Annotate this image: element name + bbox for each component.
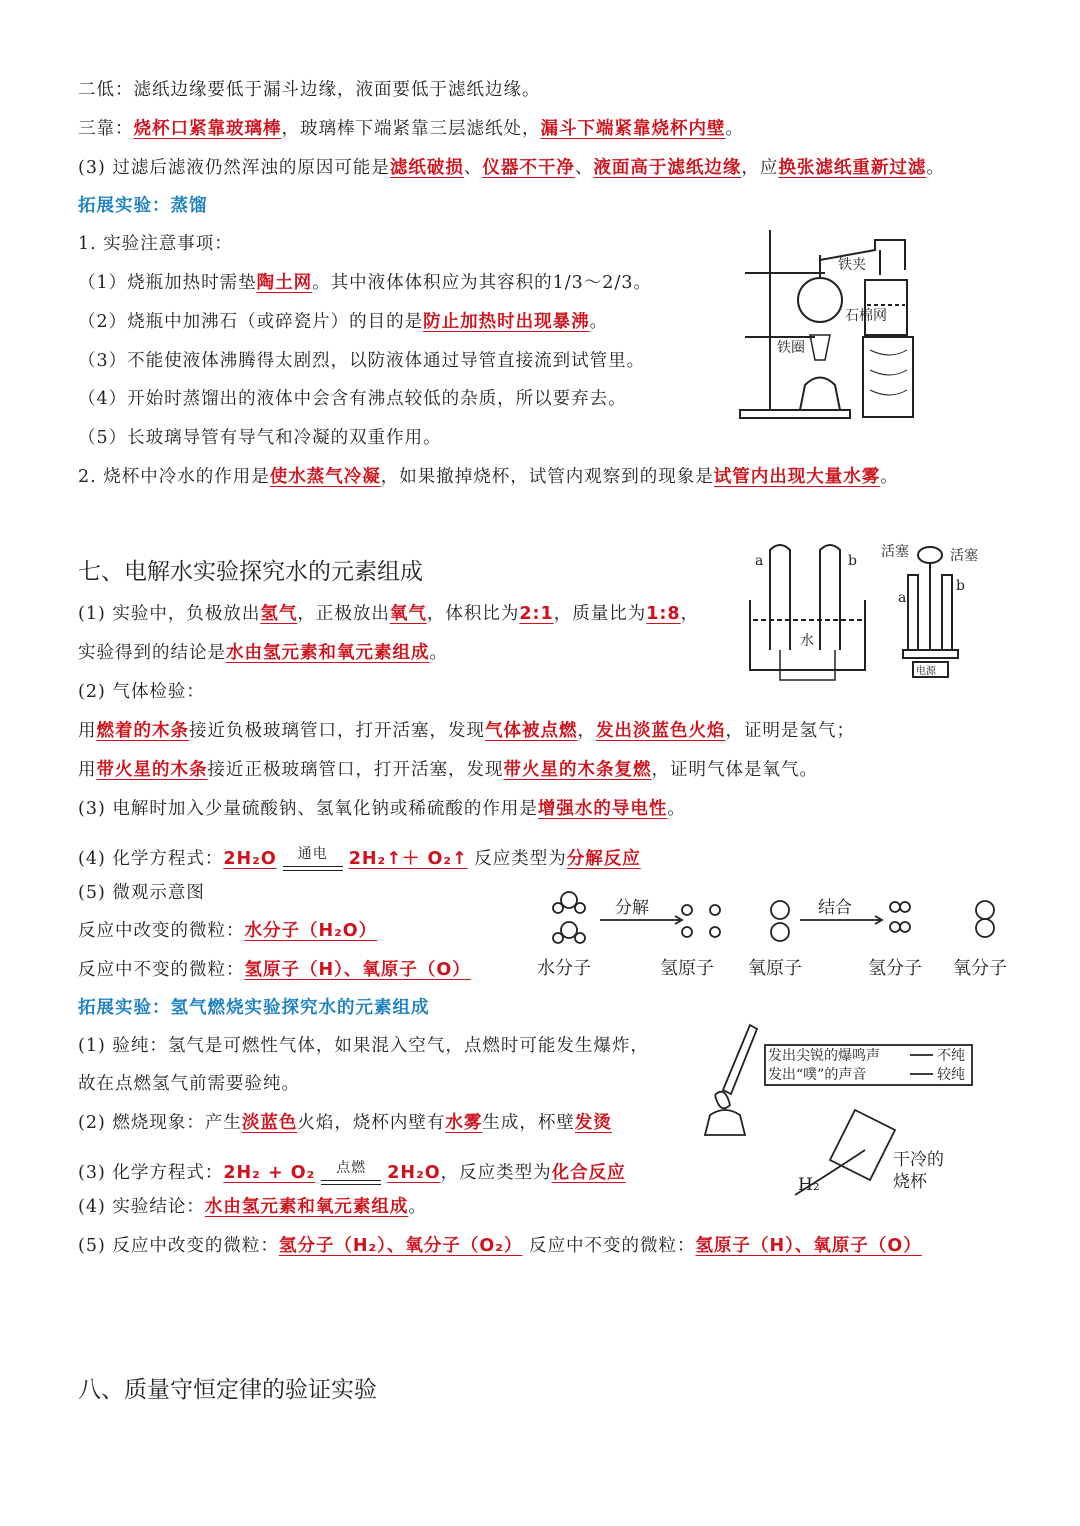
text-line [78,881,205,905]
text-line [78,719,855,743]
text-segment: 。其中液体体积应为其容积的1/3～2/3。 [312,273,652,293]
answer-text: 燃着的木条 [96,721,189,741]
text-line [78,996,430,1020]
text-line [78,426,442,450]
label-pure-result: 较纯 [937,1067,965,1083]
hydrogen-purity-test-diagram [695,1020,985,1205]
micro-schematic-diagram [535,885,1035,985]
text-line [78,797,686,821]
text-line [78,465,899,489]
text-segment: (5) 反应中改变的微粒： [78,1236,279,1256]
text-segment: ，体积比为 [426,604,520,624]
text-segment: 实验得到的结论是 [78,643,226,663]
answer-text: 2H₂↑＋ O₂↑ [348,849,468,869]
text-segment: 1. 实验注意事项： [78,234,233,254]
text-line [78,842,641,871]
answer-text: 2:1 [519,604,554,624]
label-clamp: 铁夹 [838,257,866,273]
text-segment: （3）不能使液体沸腾得太剧烈，以防液体通过导管直接流到试管里。 [78,351,646,371]
answer-text: 氢分子（H₂）、氧分子（O₂） [278,1236,523,1256]
text-segment: (5) 微观示意图 [78,883,205,903]
answer-text: 2H₂O [387,1163,441,1183]
label-h2-molecule: 氢分子 [868,958,922,979]
text-segment: (3) 过滤后滤液仍然浑浊的原因可能是 [78,158,390,178]
text-line [78,310,608,334]
text-line [78,602,699,626]
text-segment: ，玻璃棒下端紧靠三层滤纸处， [281,119,541,139]
answer-text: 仪器不干净 [482,158,575,178]
section-heading-seven: 七、电解水实验探究水的元素组成 [78,559,423,585]
text-segment: 。 [725,119,744,139]
text-line [78,641,448,665]
answer-text: 水雾 [445,1113,483,1133]
answer-text: 化合反应 [551,1163,626,1183]
text-segment: 反应中不变的微粒： [522,1236,696,1256]
text-segment: 生成，杯壁 [482,1113,575,1133]
distillation-apparatus-diagram [735,225,920,425]
text-segment: 。 [667,799,686,819]
text-line [78,680,205,704]
text-segment: ，如果撤掉烧杯，试管内观察到的现象是 [380,467,714,487]
text-segment: 。 [926,158,945,178]
text-segment: (3) 化学方程式： [78,1163,224,1183]
text-line [78,1034,649,1058]
text-segment: 用 [78,760,97,780]
label-valve-right: 活塞 [950,548,978,564]
answer-text: 氢原子（H）、氧原子（O） [244,960,471,980]
hoffman-apparatus-diagram [878,540,988,685]
answer-text: 1:8 [646,604,681,624]
text-segment: ，质量比为 [553,604,647,624]
subsection-heading: 拓展实验：蒸馏 [78,196,208,216]
answer-text: 水由氢元素和氧元素组成 [226,643,430,663]
text-segment: ， [680,604,700,624]
label-power: 电源 [916,666,936,677]
text-segment: （2）烧瓶中加沸石（或碎瓷片）的目的是 [78,312,424,332]
text-line [78,349,645,373]
text-line [78,1072,300,1096]
label-h2: H₂ [798,1175,820,1195]
label-impure-result: 不纯 [937,1048,965,1064]
text-line [78,1234,922,1258]
answer-text: 换张滤纸重新过滤 [778,158,927,178]
label-gauze: 石棉网 [845,308,887,324]
text-line [78,1156,626,1185]
text-segment: 故在点燃氢气前需要验纯。 [78,1074,300,1094]
label-decompose: 分解 [615,898,649,918]
text-segment: ，证明是氢气； [725,721,855,741]
label-b: b [848,553,857,569]
text-line [78,387,627,411]
text-line [78,232,233,256]
answer-text: 带火星的木条复燃 [503,760,652,780]
label-pure: 发出“噗”的声音 [768,1067,867,1083]
text-segment: （5）长玻璃导管有导气和冷凝的双重作用。 [78,428,442,448]
text-segment: 、 [574,158,594,178]
text-segment: 。 [880,467,899,487]
text-segment: 三靠： [78,119,134,139]
text-segment: ，正极放出 [297,604,390,624]
label-a2: a [898,590,907,606]
text-segment: 用 [78,721,97,741]
text-segment: 2. 烧杯中冷水的作用是 [78,467,270,487]
text-segment: ， [577,721,596,741]
answer-text: 烧杯口紧靠玻璃棒 [133,119,282,139]
answer-text: 2H₂ + O₂ [223,1163,316,1183]
answer-text: 发出淡蓝色火焰 [596,721,726,741]
text-segment: （4）开始时蒸馏出的液体中会含有沸点较低的杂质，所以要弃去。 [78,389,627,409]
answer-text: 试管内出现大量水雾 [713,467,881,487]
answer-text: 淡蓝色 [241,1113,298,1133]
text-segment: ，应 [741,158,779,178]
text-segment: 、 [463,158,483,178]
label-combine: 结合 [818,898,852,918]
label-beaker-1: 干冷的 [893,1150,944,1170]
text-segment: (1) 实验中，负极放出 [78,604,261,624]
subsection-heading: 拓展实验：氢气燃烧实验探究水的元素组成 [78,998,430,1018]
label-valve-left: 活塞 [881,544,909,560]
text-line [78,194,208,218]
text-segment: 。 [408,1197,427,1217]
text-segment: 反应中不变的微粒： [78,960,245,980]
label-b2: b [956,578,965,594]
reaction-condition: 点燃 [321,1156,381,1180]
answer-text: 分解反应 [566,849,641,869]
text-line [78,78,541,102]
answer-text: 氢气 [260,604,298,624]
text-segment: 二低：滤纸边缘要低于漏斗边缘，液面要低于滤纸边缘。 [78,80,541,100]
text-line [78,156,945,180]
label-water-molecule: 水分子 [537,958,591,979]
text-segment: ，证明气体是氧气。 [651,760,818,780]
text-segment: 接近负极玻璃管口，打开活塞，发现 [189,721,485,741]
text-line [78,1111,612,1135]
text-line [78,958,471,982]
label-o2-molecule: 氧分子 [953,958,1007,979]
text-segment: (2) 燃烧现象：产生 [78,1113,242,1133]
answer-text: 防止加热时出现暴沸 [423,312,590,332]
answer-text: 增强水的导电性 [537,799,668,819]
label-h-atom: 氢原子 [660,958,714,979]
text-segment: (4) 实验结论： [78,1197,205,1217]
label-water: 水 [800,633,814,649]
text-segment: 反应中改变的微粒： [78,921,245,941]
electrolysis-trough-diagram [745,540,870,685]
answer-text: 使水蒸气冷凝 [269,467,381,487]
text-segment: (4) 化学方程式： [78,849,224,869]
text-segment: ，反应类型为 [440,1163,552,1183]
answer-text: 氧气 [389,604,427,624]
section-heading-eight: 八、质量守恒定律的验证实验 [78,1377,377,1403]
answer-text: 漏斗下端紧靠烧杯内壁 [540,119,726,139]
answer-text: 滤纸破损 [389,158,464,178]
text-line [78,117,744,141]
answer-text: 带火星的木条 [96,760,208,780]
reaction-condition: 通电 [283,842,343,866]
label-a: a [755,553,764,569]
answer-text: 氢原子（H）、氧原子（O） [695,1236,922,1256]
answer-text: 发烫 [574,1113,612,1133]
answer-text: 水由氢元素和氧元素组成 [204,1197,409,1217]
answer-text: 液面高于滤纸边缘 [593,158,742,178]
text-segment: 火焰，烧杯内壁有 [297,1113,446,1133]
text-line [78,1195,427,1219]
text-segment: 。 [429,643,448,663]
text-line [78,271,652,295]
answer-text: 水分子（H₂O） [244,921,378,941]
text-segment: (2) 气体检验： [78,682,205,702]
text-segment: (1) 验纯：氢气是可燃性气体，如果混入空气，点燃时可能发生爆炸， [78,1036,649,1056]
text-segment: （1）烧瓶加热时需垫 [78,273,257,293]
label-beaker-2: 烧杯 [893,1172,927,1192]
label-o-atom: 氧原子 [748,958,802,979]
text-segment: 接近正极玻璃管口，打开活塞，发现 [207,760,504,780]
answer-text: 陶土网 [256,273,313,293]
text-segment: (3) 电解时加入少量硫酸钠、氢氧化钠或稀硫酸的作用是 [78,799,538,819]
text-line [78,758,818,782]
label-ring: 铁圈 [777,340,805,356]
text-segment: 反应类型为 [467,849,567,869]
text-line [78,919,377,943]
label-impure: 发出尖锐的爆鸣声 [768,1048,880,1064]
answer-text: 气体被点燃 [485,721,578,741]
answer-text: 2H₂O [223,849,277,869]
text-segment: 。 [589,312,609,332]
